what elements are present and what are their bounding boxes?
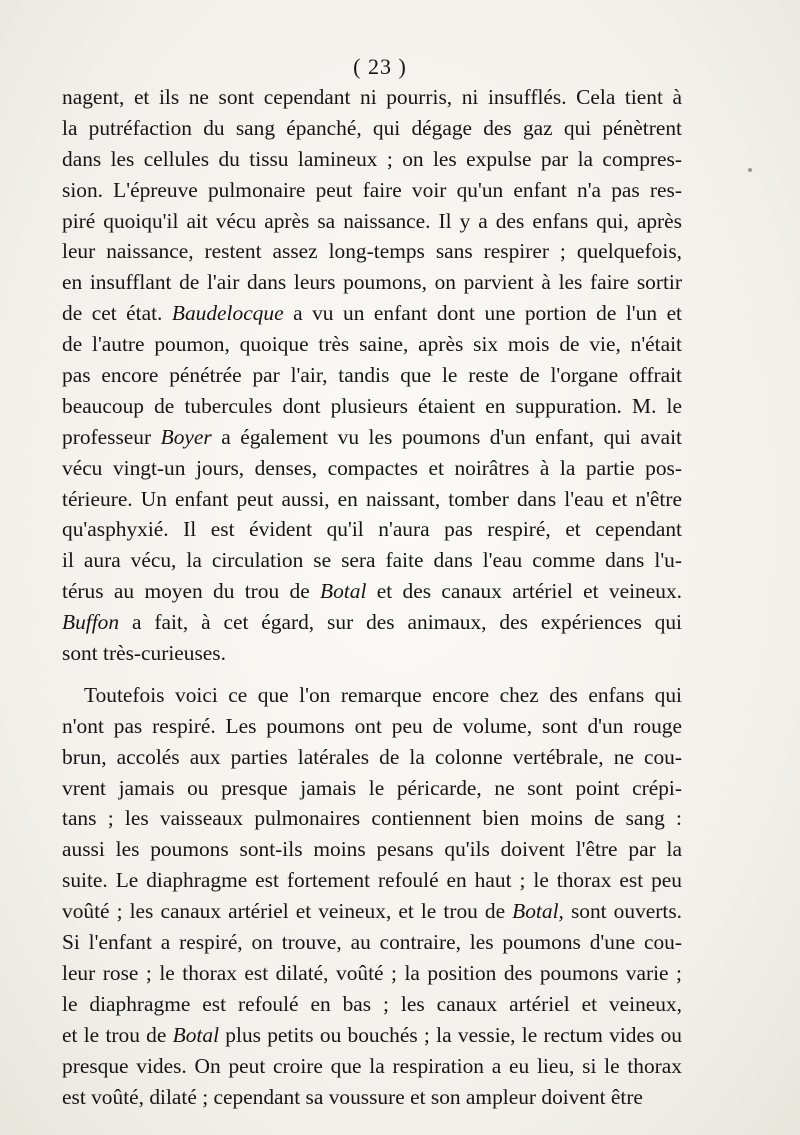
italic-name: Baudelocque	[171, 301, 284, 326]
text-line	[62, 742, 682, 773]
text-run: Si l'enfant a respiré, on trouve, au contraire, les poumons d'une cou-	[62, 930, 682, 955]
paragraph	[62, 82, 682, 669]
text-run: presque vides. On peut croire que la respiration a eu lieu, si le thorax	[62, 1053, 682, 1078]
text-run: de cet état.	[62, 301, 172, 326]
text-run: sont très-curieuses.	[62, 641, 226, 666]
italic-name: Botal	[320, 579, 367, 604]
text-line	[62, 545, 682, 576]
text-run: le diaphragme est refoulé en bas ; les canaux artériel et veineux,	[62, 991, 682, 1016]
text-line	[62, 607, 682, 638]
text-run: vécu vingt-un jours, denses, compactes et noirâtres à la partie pos-	[62, 455, 682, 480]
text-line	[62, 484, 682, 515]
text-line	[62, 896, 682, 927]
text-line	[62, 989, 682, 1020]
italic-name: Buffon	[62, 610, 120, 635]
text-run: sont ouverts.	[563, 899, 682, 924]
text-line	[62, 514, 682, 545]
text-run: de l'autre poumon, quoique très saine, après six mois de vie, n'était	[62, 332, 682, 357]
text-run: leur naissance, restent assez long-temps sans respirer ; quelquefois,	[62, 239, 682, 264]
text-run: qu'asphyxié. Il est évident qu'il n'aura pas respiré, et cependant	[62, 517, 682, 542]
text-run: sion. L'épreuve pulmonaire peut faire voir qu'un enfant n'a pas res-	[62, 177, 682, 202]
paragraph-gap	[62, 669, 682, 680]
text-line	[62, 638, 682, 669]
ink-speck	[748, 168, 752, 172]
text-run: et des canaux artériel et veineux.	[366, 579, 682, 604]
text-line	[62, 576, 682, 607]
text-run: et le trou de	[62, 1022, 173, 1047]
text-run: n'ont pas respiré. Les poumons ont peu de volume, sont d'un rouge	[62, 713, 682, 738]
text-run: a fait, à cet égard, sur des animaux, des expériences qui	[119, 610, 682, 635]
text-line	[62, 206, 682, 237]
text-run: térieure. Un enfant peut aussi, en naissant, tomber dans l'eau et n'être	[62, 486, 682, 511]
text-run: suite. Le diaphragme est fortement refoulé en haut ; le thorax est peu	[62, 868, 682, 893]
text-run: dans les cellules du tissu lamineux ; on les expulse par la compres-	[62, 146, 682, 171]
text-line	[62, 1051, 682, 1082]
page-number: ( 23 )	[353, 54, 407, 79]
text-line	[62, 711, 682, 742]
text-run: est voûté, dilaté ; cependant sa voussure et son ampleur doivent être	[62, 1084, 643, 1109]
text-run: voûté ; les canaux artériel et veineux, et le trou de	[62, 899, 513, 924]
text-run: a également vu les poumons d'un enfant, qui avait	[211, 424, 682, 449]
text-line	[62, 298, 682, 329]
text-run: tans ; les vaisseaux pulmonaires contiennent bien moins de sang :	[62, 806, 682, 831]
body-text	[62, 82, 682, 1112]
text-line	[62, 1020, 682, 1051]
text-line	[62, 803, 682, 834]
text-run: en insufflant de l'air dans leurs poumons, on parvient à les faire sortir	[62, 270, 682, 295]
text-line	[62, 680, 682, 711]
text-run: la putréfaction du sang épanché, qui dégage des gaz qui pénètrent	[62, 115, 682, 140]
text-line	[62, 865, 682, 896]
italic-name: Boyer	[160, 424, 212, 449]
text-run: pas encore pénétrée par l'air, tandis que le reste de l'organe offrait	[62, 363, 682, 388]
text-run: professeur	[62, 424, 161, 449]
italic-name: Botal	[172, 1022, 220, 1047]
text-run: Toutefois voici ce que l'on remarque encore chez des enfans qui	[84, 682, 682, 707]
text-line	[62, 175, 682, 206]
text-run: beaucoup de tubercules dont plusieurs étaient en suppuration. M. le	[62, 393, 682, 418]
text-line	[62, 391, 682, 422]
text-line	[62, 958, 682, 989]
text-line	[62, 113, 682, 144]
text-line	[62, 773, 682, 804]
text-line	[62, 927, 682, 958]
text-line	[62, 236, 682, 267]
text-line	[62, 267, 682, 298]
text-run: il aura vécu, la circulation se sera faite dans l'eau comme dans l'u-	[62, 548, 682, 573]
text-line	[62, 834, 682, 865]
text-run: a vu un enfant dont une portion de l'un et	[283, 301, 683, 326]
text-line	[62, 453, 682, 484]
text-line	[62, 1082, 682, 1113]
italic-name: Botal,	[512, 899, 564, 924]
text-line	[62, 144, 682, 175]
text-run: nagent, et ils ne sont cependant ni pourris, ni insufflés. Cela tient à	[62, 85, 682, 109]
text-run: aussi les poumons sont-ils moins pesans qu'ils doivent l'être par la	[62, 837, 682, 862]
text-line	[62, 422, 682, 453]
text-line	[62, 360, 682, 391]
text-run: vrent jamais ou presque jamais le péricarde, ne sont point crépi-	[62, 775, 682, 800]
text-run: leur rose ; le thorax est dilaté, voûté ; la position des poumons varie ;	[62, 960, 682, 985]
text-line	[62, 329, 682, 360]
text-run: piré quoiqu'il ait vécu après sa naissance. Il y a des enfans qui, après	[62, 208, 682, 233]
text-run: térus au moyen du trou de	[62, 579, 321, 604]
paragraph	[62, 680, 682, 1112]
text-line	[62, 82, 682, 113]
text-run: plus petits ou bouchés ; la vessie, le rectum vides ou	[219, 1022, 682, 1047]
text-run: brun, accolés aux parties latérales de la colonne vertébrale, ne cou-	[62, 744, 682, 769]
